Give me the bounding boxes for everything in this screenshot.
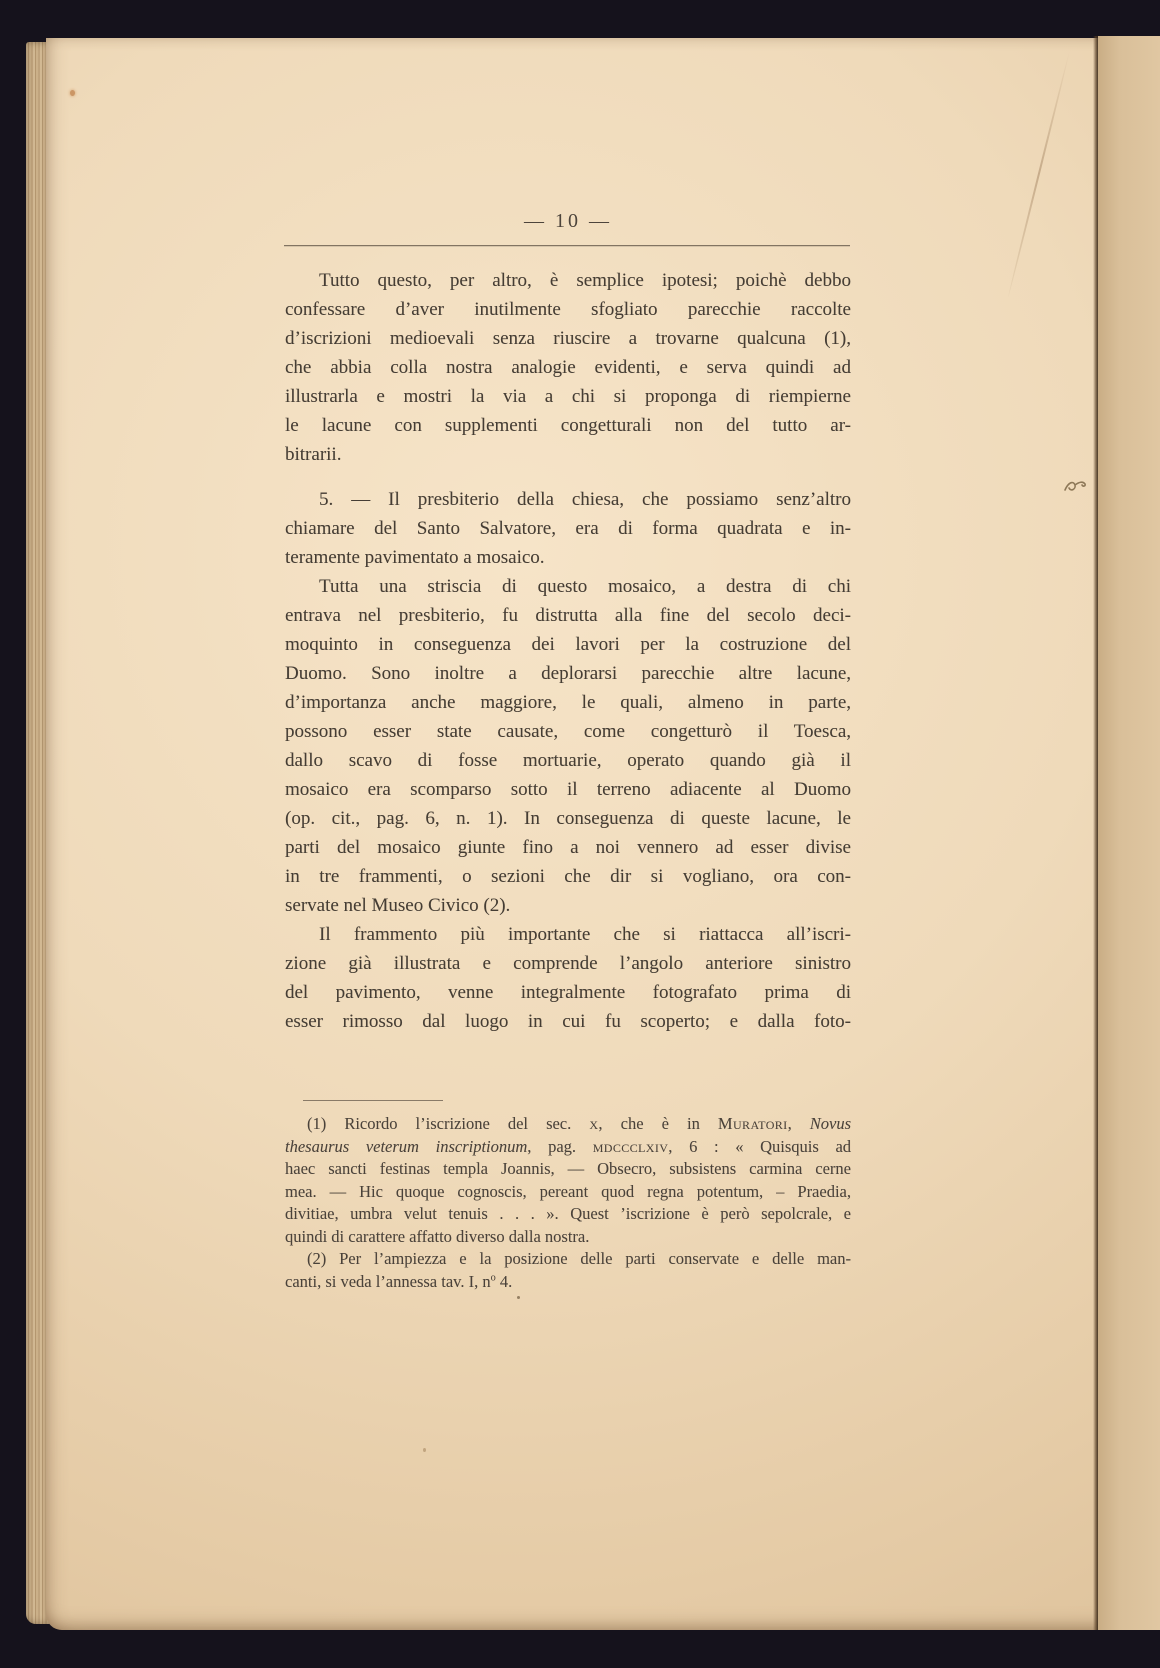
text-line: Tutto questo, per altro, è semplice ipotesi; poichè debbo	[319, 270, 851, 291]
paragraph	[285, 572, 851, 920]
text-run: x	[589, 1114, 599, 1133]
text-run: quindi di carattere affatto diverso dalla nostra.	[285, 1226, 590, 1246]
text-line: bitrarii.	[285, 444, 342, 465]
text-line: moquinto in conseguenza dei lavori per la costruzione del	[285, 634, 851, 655]
body-text	[285, 266, 851, 1036]
text-run: thesaurus veterum inscriptionum	[285, 1136, 528, 1156]
footnote-line	[285, 1226, 851, 1249]
text-line: d’importanza anche maggiore, le quali, almeno in parte,	[285, 692, 851, 713]
text-line: le lacune con supplementi congetturali non del tutto ar-	[285, 415, 851, 436]
text-line: mosaico era scomparso sotto il terreno adiacente al Duomo	[285, 779, 851, 800]
text-line: d’iscrizioni medioevali senza riuscire a trovarne qualcuna (1),	[285, 328, 851, 349]
text-line: che abbia colla nostra analogie evidenti, e serva quindi ad	[285, 357, 851, 378]
text-run: , pag.	[527, 1136, 593, 1156]
footnote-line	[285, 1113, 851, 1136]
text-run: (2) Per l’ampiezza e la posizione delle parti conservate e delle man-	[307, 1249, 851, 1268]
text-line: entrava nel presbiterio, fu distrutta alla fine del secolo deci-	[285, 605, 851, 626]
text-line: Il frammento più importante che si riattacca all’iscri-	[319, 924, 851, 945]
text-run: Novus	[809, 1114, 852, 1133]
text-run: ,	[787, 1114, 810, 1133]
paper-speck	[517, 1296, 520, 1299]
text-line: (op. cit., pag. 6, n. 1). In conseguenza di queste lacune, le	[285, 808, 851, 829]
header-rule	[284, 245, 850, 246]
text-line: 5. — Il presbiterio della chiesa, che possiamo senz’altro	[319, 489, 851, 510]
text-run: Muratori	[717, 1114, 788, 1133]
footnote-separator	[303, 1100, 443, 1101]
footnote-line	[285, 1181, 851, 1204]
footnote-line	[285, 1271, 851, 1294]
text-line: in tre frammenti, o sezioni che dir si vogliano, ora con-	[285, 866, 851, 887]
text-line: possono esser state causate, come congetturò il Toesca,	[285, 721, 851, 742]
text-run: divitiae, umbra velut tenuis . . . ». Quest ’iscrizione è però sepolcrale, e	[285, 1204, 851, 1223]
text-run: mdccclxiv	[592, 1136, 669, 1156]
paragraph	[285, 920, 851, 1036]
text-line: teramente pavimentato a mosaico.	[285, 547, 545, 568]
text-line: zione già illustrata e comprende l’angolo anteriore sinistro	[285, 953, 851, 974]
text-line: esser rimosso dal luogo in cui fu scoperto; e dalla foto-	[285, 1011, 851, 1032]
text-run: , che è in	[598, 1114, 718, 1133]
paragraph	[285, 266, 851, 469]
paper-speck	[423, 1448, 426, 1452]
footnote-line	[285, 1136, 851, 1159]
paragraph	[285, 485, 851, 572]
text-run: (1) Ricordo l’iscrizione del sec.	[307, 1114, 590, 1133]
text-line: parti del mosaico giunte fino a noi vennero ad esser divise	[285, 837, 851, 858]
text-run: haec sancti festinas templa Joannis, — Obsecro, subsistens carmina cerne	[285, 1159, 851, 1178]
page-number-header: — 10 —	[524, 210, 612, 232]
footnote-line	[285, 1158, 851, 1181]
ink-mark	[1062, 476, 1092, 503]
text-line: del pavimento, venne integralmente fotografato prima di	[285, 982, 851, 1003]
text-run: , 6 : « Quisquis ad	[668, 1136, 852, 1156]
footnote-line	[285, 1248, 851, 1271]
text-run: canti, si veda l’annessa tav. I, n	[285, 1271, 491, 1291]
footnote-line	[285, 1203, 851, 1226]
text-run: o	[490, 1272, 496, 1283]
text-line: servate nel Museo Civico (2).	[285, 895, 511, 916]
text-line: confessare d’aver inutilmente sfogliato parecchie raccolte	[285, 299, 851, 320]
gutter-shadow	[1093, 36, 1098, 1630]
text-line: dallo scavo di fosse mortuarie, operato quando già il	[285, 750, 851, 771]
text-line: chiamare del Santo Salvatore, era di forma quadrata e in-	[285, 518, 851, 539]
text-line: illustrarla e mostri la via a chi si proponga di riempierne	[285, 386, 851, 407]
paper-speck	[70, 90, 75, 96]
text-line: Tutta una striscia di questo mosaico, a destra di chi	[319, 576, 851, 597]
text-line: Duomo. Sono inoltre a deplorarsi parecchie altre lacune,	[285, 663, 851, 684]
text-run: mea. — Hic quoque cognoscis, pereant quod regna potentum, – Praedia,	[285, 1181, 851, 1201]
facing-page-edge	[1098, 36, 1160, 1630]
text-run: 4.	[495, 1271, 513, 1291]
footnotes	[285, 1113, 851, 1293]
